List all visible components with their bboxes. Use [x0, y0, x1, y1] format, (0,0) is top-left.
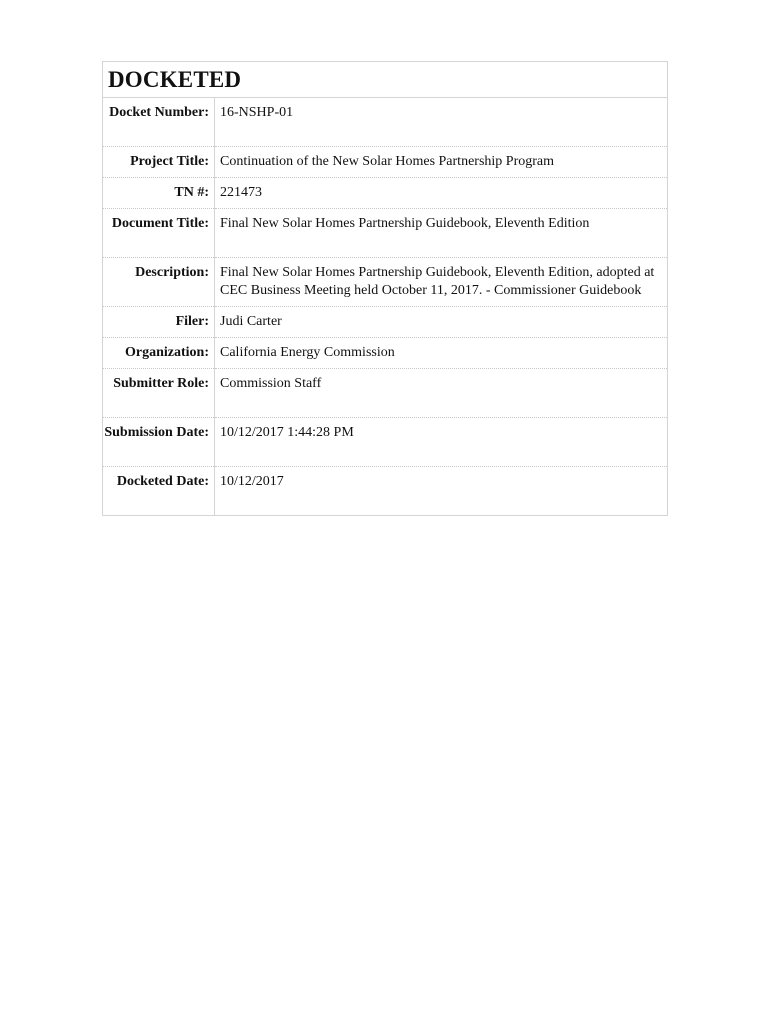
organization-label: Organization:: [103, 338, 215, 369]
table-row: [103, 307, 667, 338]
description-label: Description:: [103, 258, 215, 307]
table-row: [103, 338, 667, 369]
submitter-role-label: Submitter Role:: [103, 369, 215, 418]
filer-label: Filer:: [103, 307, 215, 338]
docketed-date-value: 10/12/2017: [220, 474, 284, 489]
tn-value: 221473: [215, 178, 668, 209]
docket-number-value: 16-NSHP-01: [215, 98, 668, 147]
document-title-label: Document Title:: [103, 209, 215, 258]
project-title-label: Project Title:: [103, 147, 215, 178]
table-row: [103, 98, 667, 147]
docket-cover-box: [102, 61, 668, 516]
project-title-value: Continuation of the New Solar Homes Partnership Program: [215, 147, 668, 178]
table-row: [103, 467, 667, 516]
submitter-role-value: Commission Staff: [215, 369, 668, 418]
submission-date-label: Submission Date:: [103, 418, 215, 467]
table-row: [103, 178, 667, 209]
table-row: [103, 258, 667, 307]
docketed-date-label: Docketed Date:: [103, 467, 215, 516]
submission-date-value: 10/12/2017 1:44:28 PM: [215, 418, 668, 467]
table-row: [103, 209, 667, 258]
table-row: [103, 147, 667, 178]
filer-value: Judi Carter: [215, 307, 668, 338]
table-row: [103, 369, 667, 418]
docket-number-label: Docket Number:: [103, 98, 215, 147]
table-row: [103, 418, 667, 467]
description-value: Final New Solar Homes Partnership Guidebook, Eleventh Edition, adopted at CEC Business Meeting held October 11, 2017. - Commissioner Guidebook: [215, 258, 668, 307]
docket-info-table: [103, 98, 667, 515]
organization-value: California Energy Commission: [215, 338, 668, 369]
docketed-heading: DOCKETED: [103, 62, 667, 98]
document-title-value: Final New Solar Homes Partnership Guidebook, Eleventh Edition: [215, 209, 668, 258]
tn-label: TN #:: [103, 178, 215, 209]
